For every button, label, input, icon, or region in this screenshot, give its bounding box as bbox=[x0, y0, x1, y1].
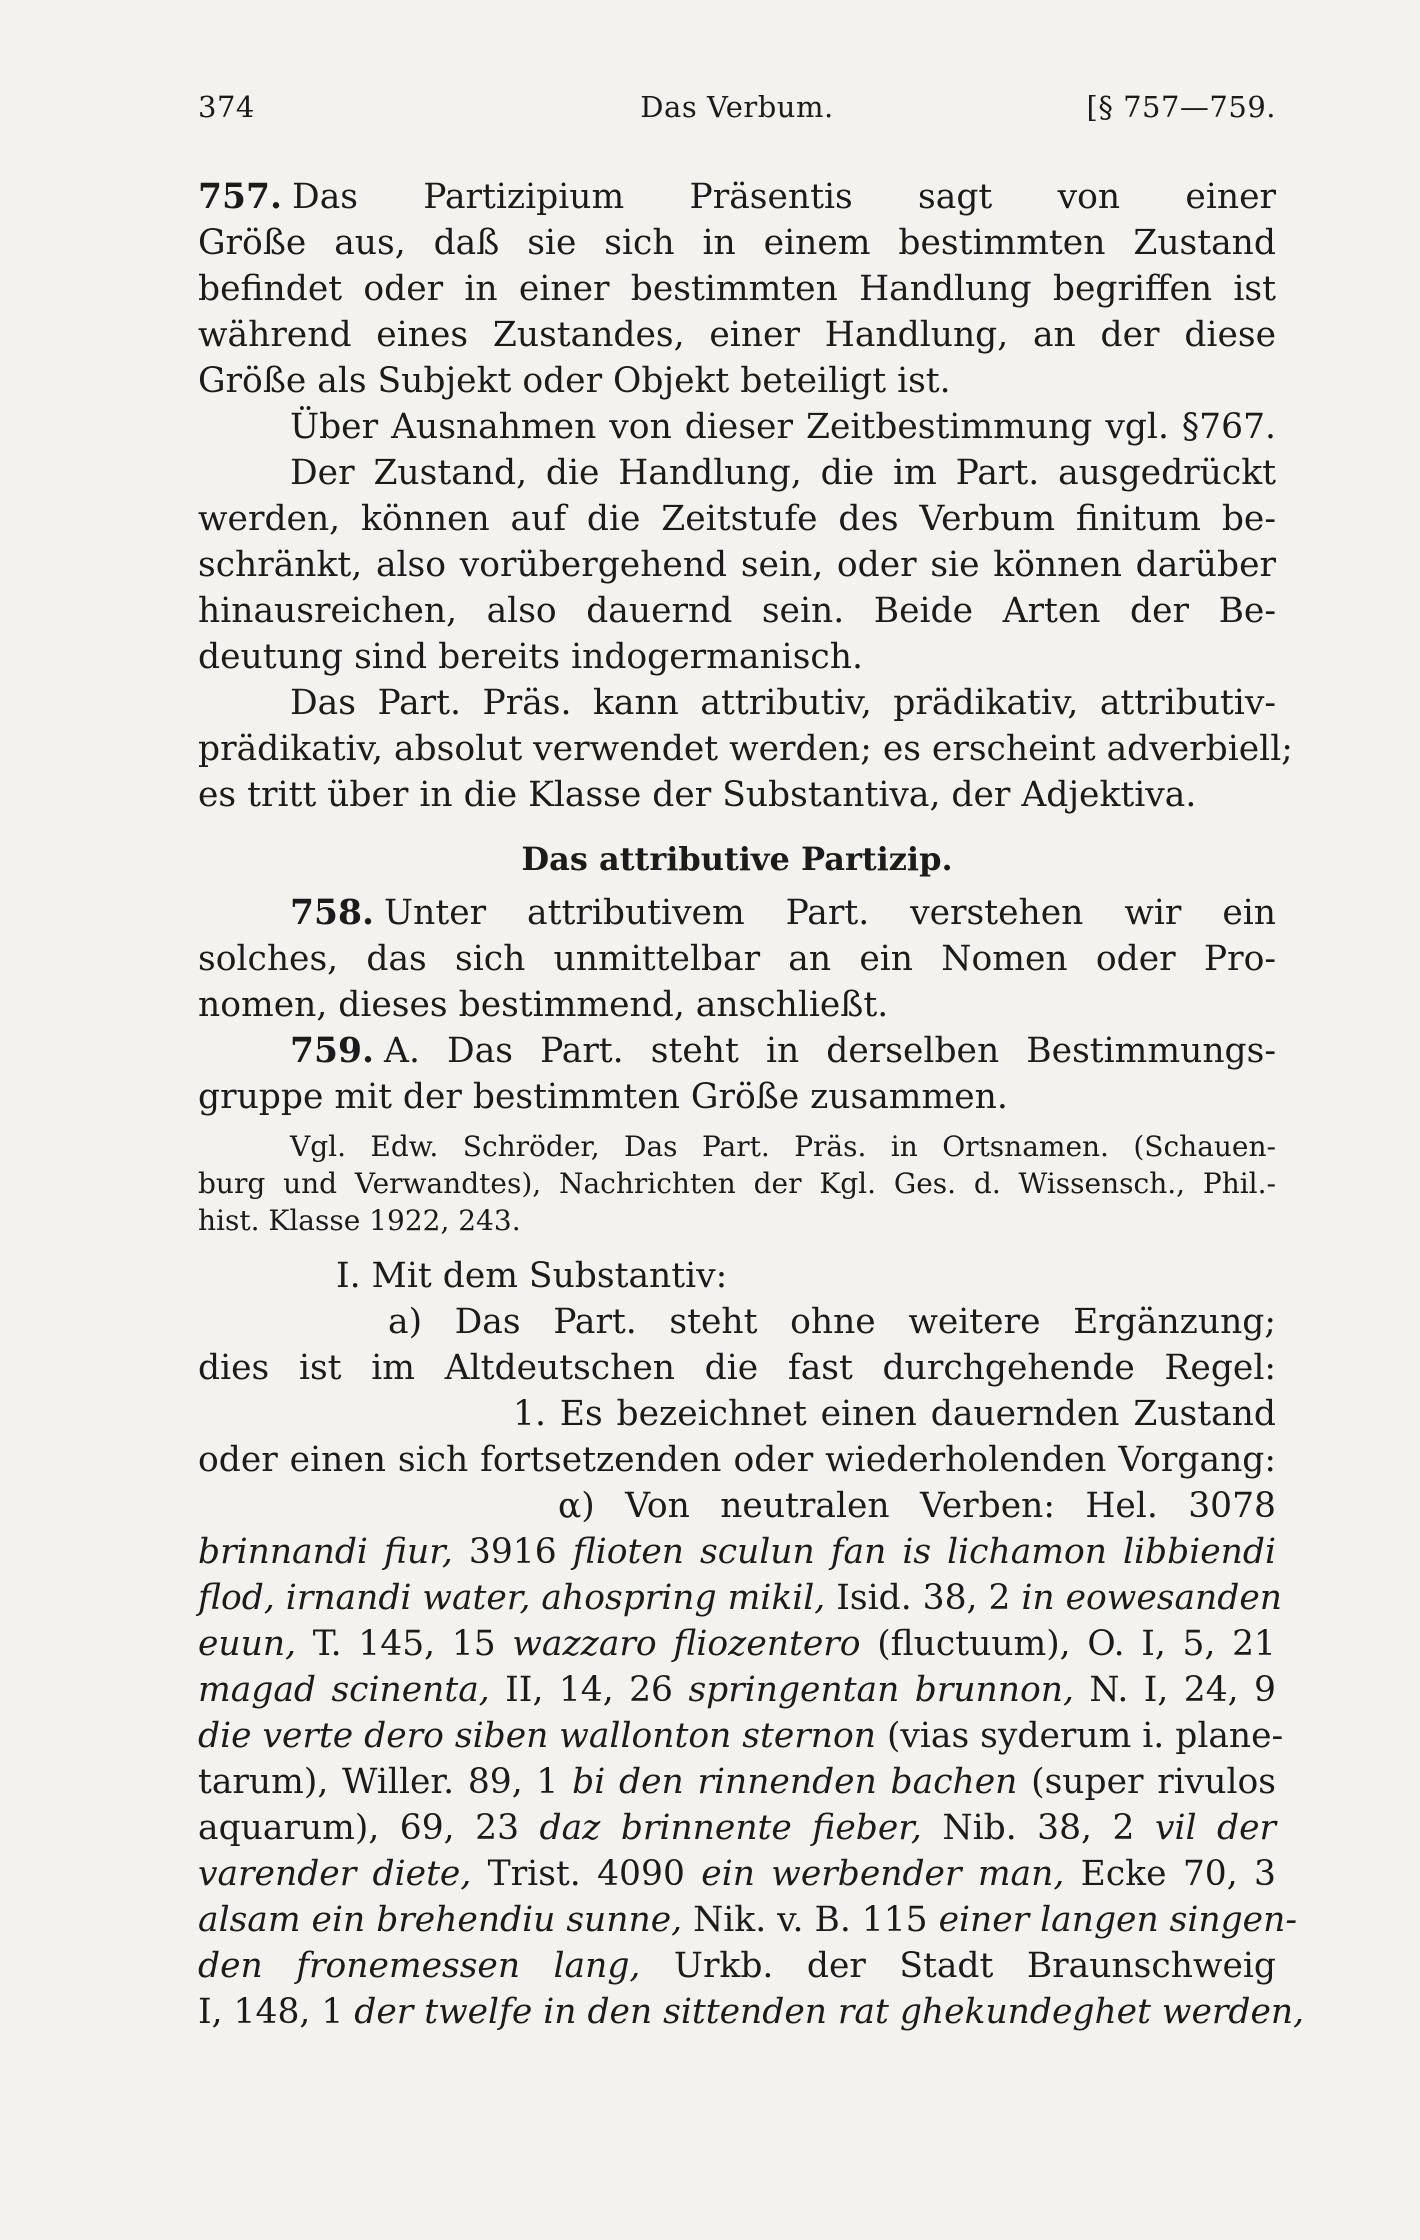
text-line: oder einen sich fortsetzenden oder wiederholenden Vorgang: bbox=[198, 1440, 1276, 1480]
text-line: Über Ausnahmen von dieser Zeitbestimmung vgl. §767. bbox=[290, 407, 1276, 447]
text-line: Größe aus, daß sie sich in einem bestimmten Zustand bbox=[198, 223, 1276, 263]
text-line: aquarum), 69, 23 daz brinnente fieber, Nib. 38, 2 vil der bbox=[198, 1808, 1276, 1848]
text-line: α) Von neutralen Verben: Hel. 3078 bbox=[558, 1486, 1276, 1526]
text-line: werden, können auf die Zeitstufe des Verbum finitum be- bbox=[198, 499, 1276, 539]
text-line: I, 148, 1 der twelfe in den sittenden rat ghekundeghet werden, bbox=[198, 1992, 1305, 2032]
text-line: Das Part. Präs. kann attributiv, prädikativ, attributiv- bbox=[290, 683, 1276, 723]
text-line: schränkt, also vorübergehend sein, oder sie können darüber bbox=[198, 545, 1276, 585]
paragraph-number: 759. bbox=[290, 1031, 375, 1071]
text-line: es tritt über in die Klasse der Substantiva, der Adjektiva. bbox=[198, 775, 1197, 815]
text-line: befindet oder in einer bestimmten Handlung begriffen ist bbox=[198, 269, 1276, 309]
text-line: deutung sind bereits indogermanisch. bbox=[198, 637, 863, 677]
page-number: 374 bbox=[198, 90, 255, 124]
running-header bbox=[198, 90, 1276, 130]
text-line: hinausreichen, also dauernd sein. Beide Arten der Be- bbox=[198, 591, 1276, 631]
text-line: während eines Zustandes, einer Handlung, an der diese bbox=[198, 315, 1276, 355]
paragraph-number: 758. bbox=[290, 893, 375, 933]
text-line: prädikativ, absolut verwendet werden; es erscheint adverbiell; bbox=[198, 729, 1293, 769]
text-line: brinnandi fiur, 3916 flioten sculun fan is lichamon libbiendi bbox=[198, 1532, 1277, 1572]
text-line: flod, irnandi water, ahospring mikil, Isid. 38, 2 in eowesanden bbox=[198, 1578, 1282, 1618]
text-line: gruppe mit der bestimmten Größe zusammen. bbox=[198, 1077, 1008, 1117]
text-line: solches, das sich unmittelbar an ein Nomen oder Pro- bbox=[198, 939, 1276, 979]
text-line: a) Das Part. steht ohne weitere Ergänzung; bbox=[388, 1302, 1276, 1342]
text-line: alsam ein brehendiu sunne, Nik. v. B. 115 einer langen singen- bbox=[198, 1900, 1297, 1940]
note-line: Vgl. Edw. Schröder, Das Part. Präs. in Ortsnamen. (Schauen- bbox=[290, 1130, 1276, 1163]
text-line: magad scinenta, II, 14, 26 springentan brunnon, N. I, 24, 9 bbox=[198, 1670, 1276, 1710]
text-line: den fronemessen lang, Urkb. der Stadt Braunschweig bbox=[198, 1946, 1276, 1986]
paragraph-number: 757. bbox=[198, 177, 283, 217]
text-line: dies ist im Altdeutschen die fast durchgehende Regel: bbox=[198, 1348, 1276, 1388]
text-line: Der Zustand, die Handlung, die im Part. ausgedrückt bbox=[290, 453, 1276, 493]
text-line: 1. Es bezeichnet einen dauernden Zustand bbox=[513, 1394, 1276, 1434]
text-line: 758. Unter attributivem Part. verstehen wir ein bbox=[290, 893, 1276, 933]
text-line: 757. Das Partizipium Präsentis sagt von einer bbox=[198, 177, 1276, 217]
body-text bbox=[198, 174, 1305, 2035]
text-line: tarum), Willer. 89, 1 bi den rinnenden bachen (super rivulos bbox=[198, 1762, 1276, 1802]
section-heading: Das attributive Partizip. bbox=[521, 840, 953, 878]
text-line: 759. A. Das Part. steht in derselben Bestimmungs- bbox=[290, 1031, 1276, 1071]
text-line: die verte dero siben wallonton sternon (vias syderum i. plane- bbox=[198, 1716, 1284, 1756]
note-line: burg und Verwandtes), Nachrichten der Kgl. Ges. d. Wissensch., Phil.- bbox=[198, 1167, 1276, 1200]
text-line: I. Mit dem Substantiv: bbox=[336, 1256, 728, 1296]
running-title: Das Verbum. bbox=[640, 90, 834, 124]
text-line: varender diete, Trist. 4090 ein werbender man, Ecke 70, 3 bbox=[198, 1854, 1277, 1894]
note-line: hist. Klasse 1922, 243. bbox=[198, 1204, 521, 1237]
text-line: nomen, dieses bestimmend, anschließt. bbox=[198, 985, 889, 1025]
text-line: Größe als Subjekt oder Objekt beteiligt ist. bbox=[198, 361, 951, 401]
text-line: euun, T. 145, 15 wazzaro fliozentero (fluctuum), O. I, 5, 21 bbox=[198, 1624, 1276, 1664]
section-range: [§ 757—759. bbox=[1086, 90, 1276, 124]
